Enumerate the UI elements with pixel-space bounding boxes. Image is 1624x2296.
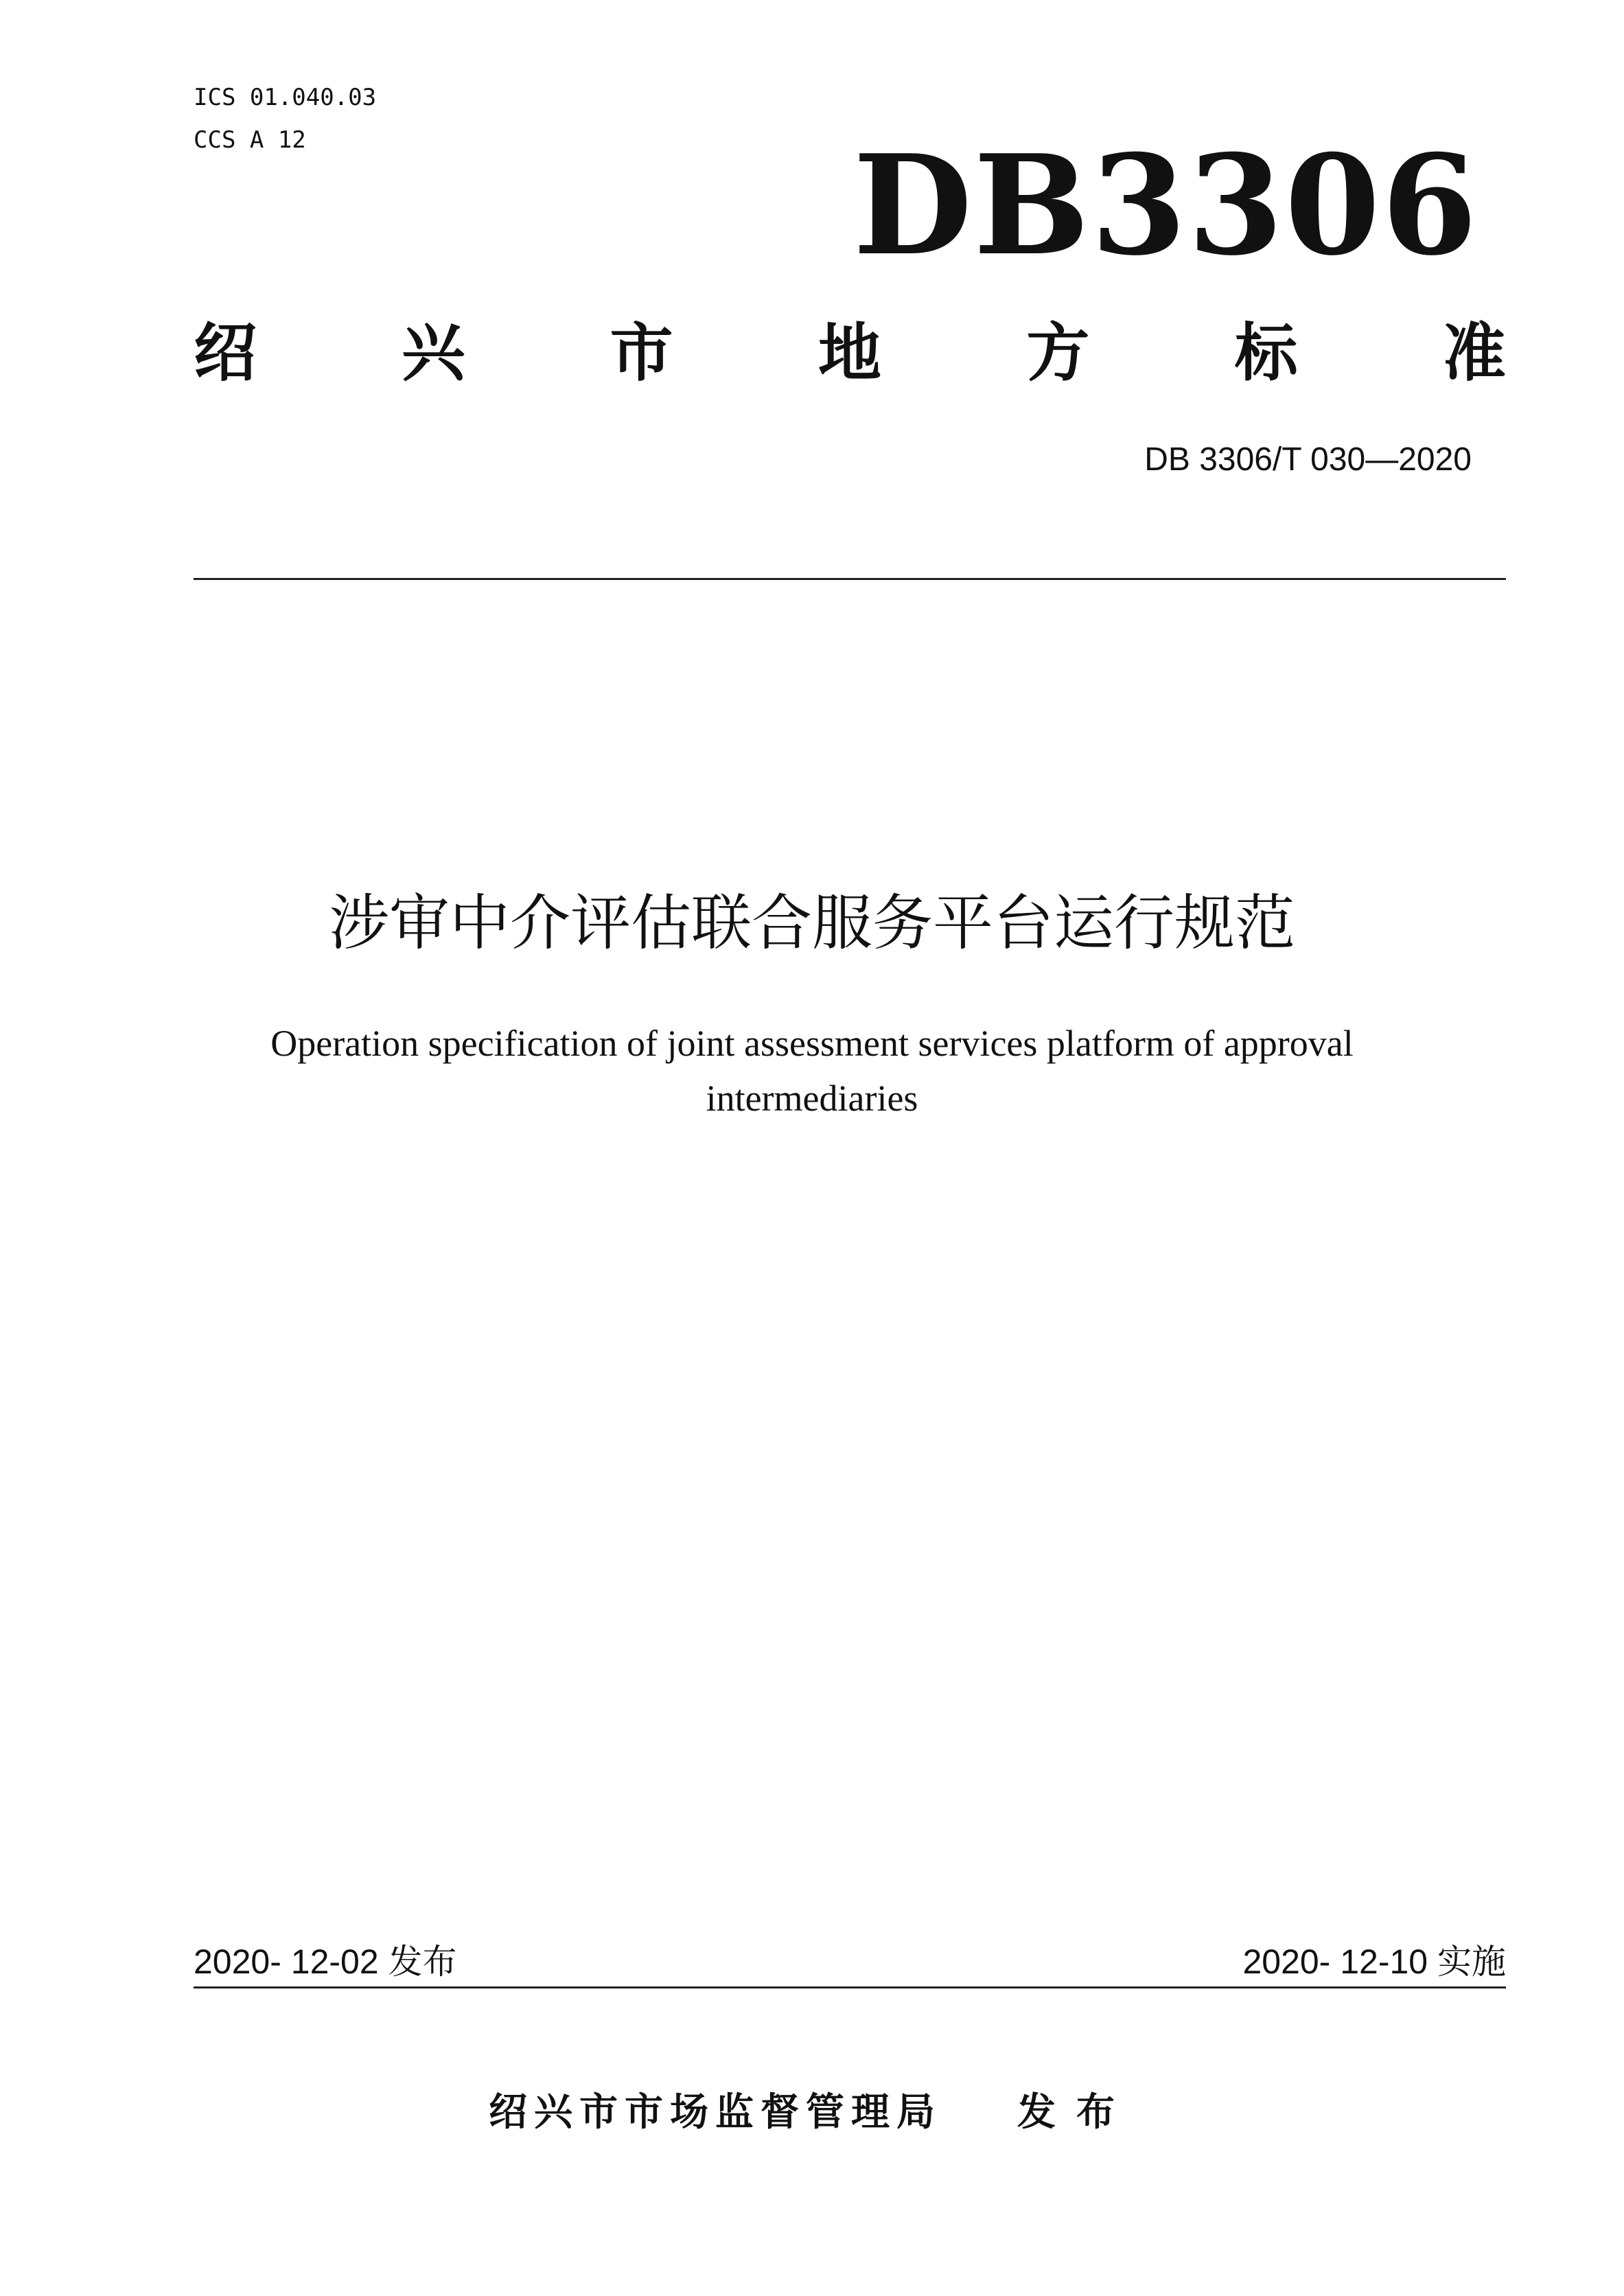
standard-type-char: 市 (610, 316, 673, 390)
ics-code: ICS 01.040.03 (194, 84, 377, 111)
implementation-date: 2020- 12-10 实施 (1242, 1943, 1506, 1981)
standard-type-char: 准 (1442, 316, 1506, 390)
authority-name: 绍兴市市场监督管理局 (489, 2090, 942, 2135)
standard-type-char: 地 (817, 316, 881, 390)
title-chinese: 涉审中介评估联合服务平台运行规范 (328, 888, 1295, 958)
standard-number: DB 3306/T 030—2020 (1144, 441, 1472, 478)
title-english (220, 1016, 1404, 1126)
standard-type-char: 兴 (402, 316, 465, 390)
title-english-line: intermediaries (706, 1078, 918, 1119)
header-divider (194, 578, 1506, 580)
standard-type-char: 标 (1234, 316, 1298, 390)
authority-suffix: 发布 (1017, 2090, 1135, 2135)
issuing-authority (0, 2085, 1624, 2140)
issue-date: 2020- 12-02 发布 (194, 1943, 457, 1981)
standard-type-char: 方 (1026, 316, 1090, 390)
standard-type (194, 316, 1506, 391)
ccs-code: CCS A 12 (194, 126, 306, 154)
standard-logo: DB3306 (852, 125, 1478, 286)
standard-type-char: 绍 (194, 316, 257, 390)
footer-divider (194, 1986, 1506, 1988)
title-english-line: Operation specification of joint assessment services platform of approval (270, 1023, 1354, 1064)
